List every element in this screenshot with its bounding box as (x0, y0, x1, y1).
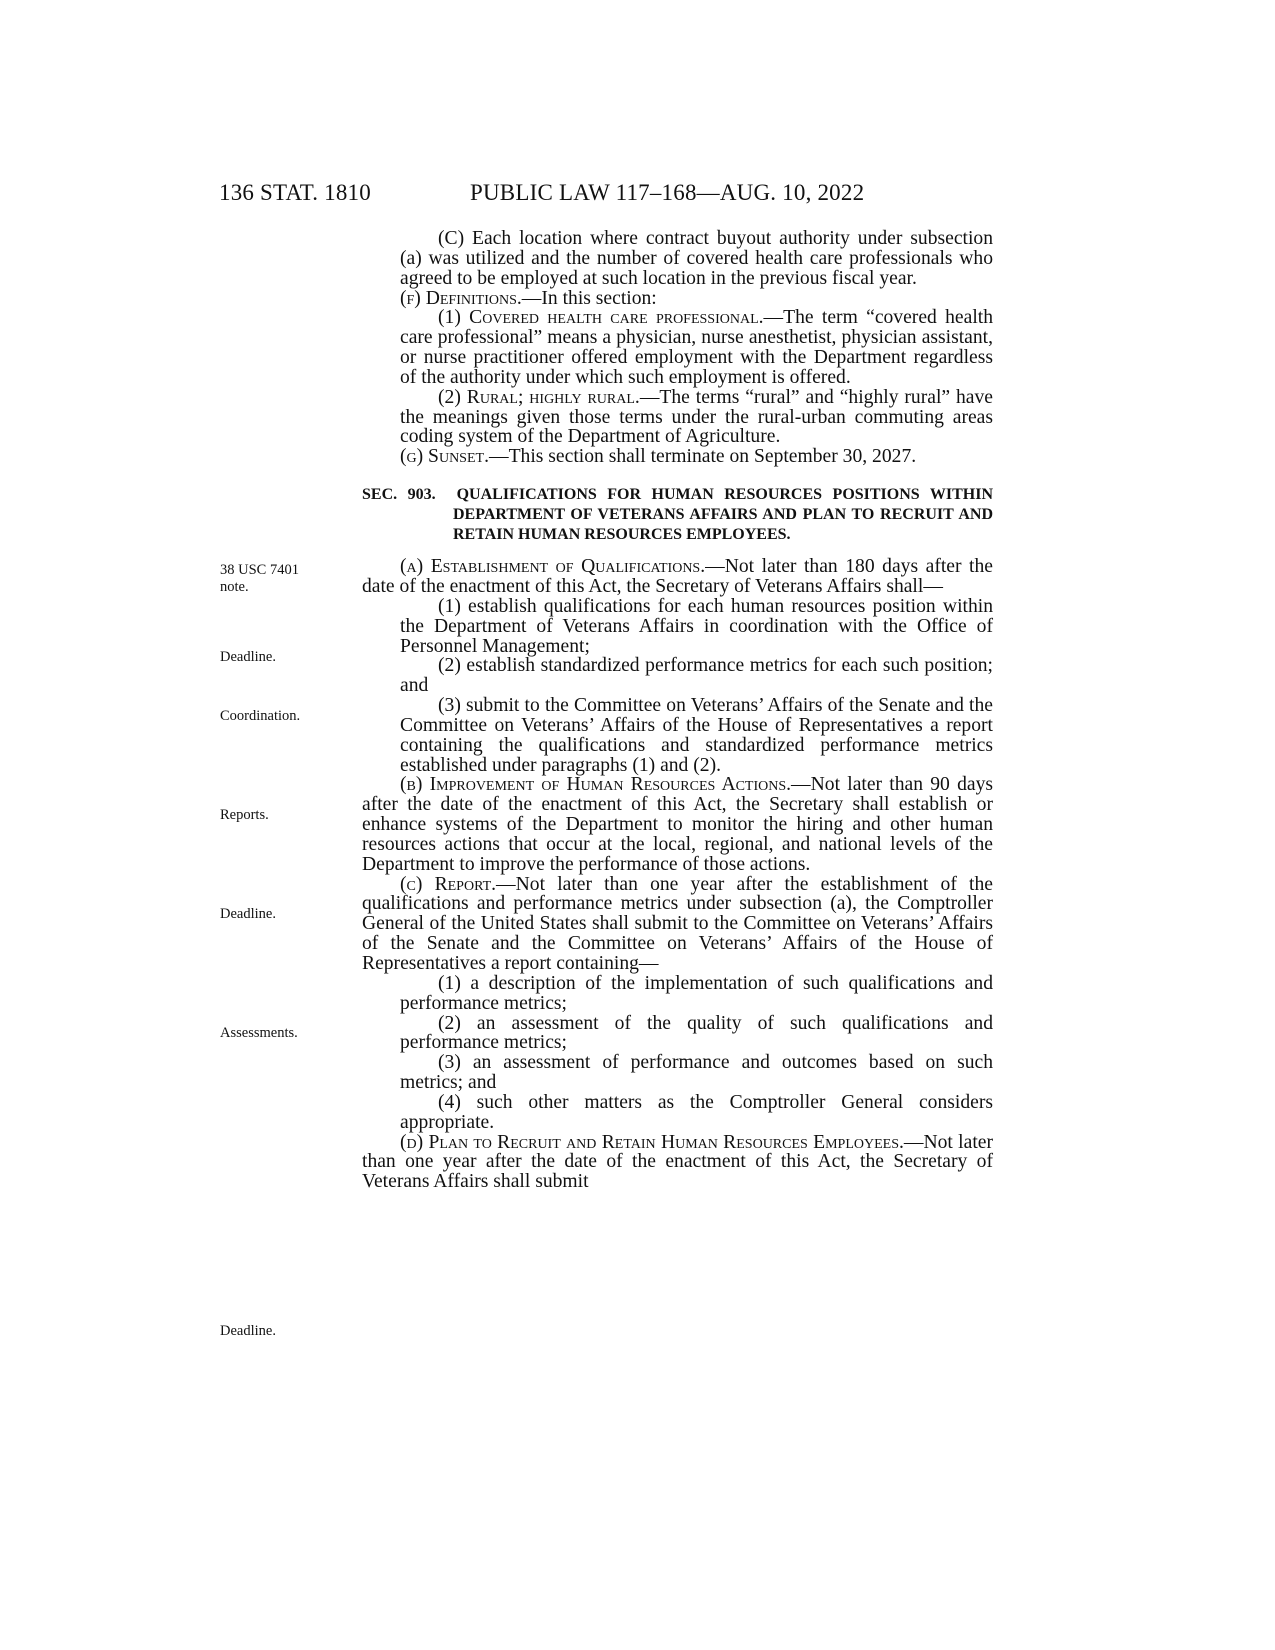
subsection-text: —Not later than 180 days after the date of the enactment of this Act, the Secretary of Veterans Affairs shall— (362, 556, 993, 597)
paragraph-text: —The term “covered health care professional” means a physician, nurse anesthetist, physician assistant, or nurse practitioner offered employment with the Department regardless of the authority under which such employment is offered. (400, 307, 993, 388)
subsection-g (362, 447, 993, 467)
subsection-heading: (g) Sunset. (400, 446, 489, 468)
paragraph-c-4: (4) such other matters as the Comptroller General considers appropriate. (400, 1091, 993, 1133)
margin-note-deadline: Deadline. (220, 649, 276, 665)
section-title: QUALIFICATIONS FOR HUMAN RESOURCES POSITIONS WITHIN DEPARTMENT OF VETERANS AFFAIRS AND PLAN TO RECRUIT AND RETAIN HUMAN RESOURCES EMPLOYEES. (453, 486, 994, 544)
paragraph-text: —The terms “rural” and “highly rural” have the meanings given those terms under the rural-urban commuting areas coding system of the Department of Agriculture. (400, 386, 993, 448)
subsection-b (362, 775, 993, 874)
subsection-text: —Not later than one year after the date of the enactment of this Act, the Secretary of Veterans Affairs shall submit (362, 1131, 993, 1193)
subsection-heading: (d) Plan to Recruit and Retain Human Resources Employees. (400, 1131, 904, 1153)
paragraph-c-1: (1) a description of the implementation of such qualifications and performance metrics; (400, 972, 993, 1014)
margin-note-reports: Reports. (220, 807, 269, 823)
subsection-heading: (f) Definitions. (400, 287, 522, 309)
margin-note-deadline: Deadline. (220, 1323, 276, 1339)
paragraph-c-3: (3) an assessment of performance and outcomes based on such metrics; and (400, 1052, 993, 1094)
paragraph-f-2 (400, 388, 993, 448)
margin-note-citation-line2: note. (220, 579, 249, 595)
subsection-text: —This section shall terminate on September 30, 2027. (488, 446, 917, 468)
paragraph-heading: (2) Rural; highly rural. (438, 386, 640, 408)
subsection-text: —Not later than one year after the establishment of the qualifications and performance metrics under subsection (a), the Comptroller General of the United States shall submit to the Committee on Veterans’ Affairs of the Senate and the Committee on Veterans’ Affairs of the House of Representatives a report containing— (362, 873, 993, 974)
subsection-a (362, 557, 993, 597)
running-header-title: PUBLIC LAW 117–168—AUG. 10, 2022 (470, 180, 865, 205)
subsection-heading: (c) Report. (400, 873, 497, 895)
margin-note-assessments: Assessments. (220, 1025, 298, 1041)
stat-page-reference: 136 STAT. 1810 (219, 180, 371, 205)
paragraph-a-3: (3) submit to the Committee on Veterans’ Affairs of the Senate and the Committee on Veterans’ Affairs of the House of Representatives a report containing the qualifications and standardized performance metrics established under paragraphs (1) and (2). (400, 695, 993, 776)
subsection-heading: (b) Improvement of Human Resources Actions. (400, 774, 792, 796)
section-number: SEC. 903. (362, 486, 436, 504)
margin-note-deadline: Deadline. (220, 906, 276, 922)
paragraph-a-1: (1) establish qualifications for each human resources position within the Department of Veterans Affairs in coordination with the Office of Personnel Management; (400, 595, 993, 657)
subsection-text: —In this section: (521, 287, 657, 309)
margin-note-citation-line1: 38 USC 7401 (220, 562, 299, 578)
subsection-text: —Not later than 90 days after the date of the enactment of this Act, the Secretary shall establish or enhance systems of the Department to monitor the hiring and other human resources actions that occur at the local, regional, and national levels of the Department to improve the performance of those actions. (362, 774, 993, 875)
paragraph-f-1 (400, 308, 993, 387)
subsection-heading: (a) Establishment of Qualifications. (400, 556, 706, 578)
subsection-c (362, 875, 993, 974)
paragraph-a-2: (2) establish standardized performance metrics for each such position; and (400, 655, 993, 697)
margin-note-coordination: Coordination. (220, 708, 301, 724)
paragraph-e-c: (C) Each location where contract buyout authority under subsection (a) was utilized and the number of covered health care professionals who agreed to be employed at such location in the previous fiscal year. (400, 228, 993, 289)
subsection-d (362, 1133, 993, 1193)
statute-body (362, 229, 993, 1192)
paragraph-c-2: (2) an assessment of the quality of such qualifications and performance metrics; (400, 1012, 993, 1054)
paragraph-heading: (1) Covered health care professional. (438, 307, 764, 329)
section-heading (362, 485, 993, 545)
margin-note-citation (220, 562, 330, 596)
subsection-f (362, 289, 993, 309)
